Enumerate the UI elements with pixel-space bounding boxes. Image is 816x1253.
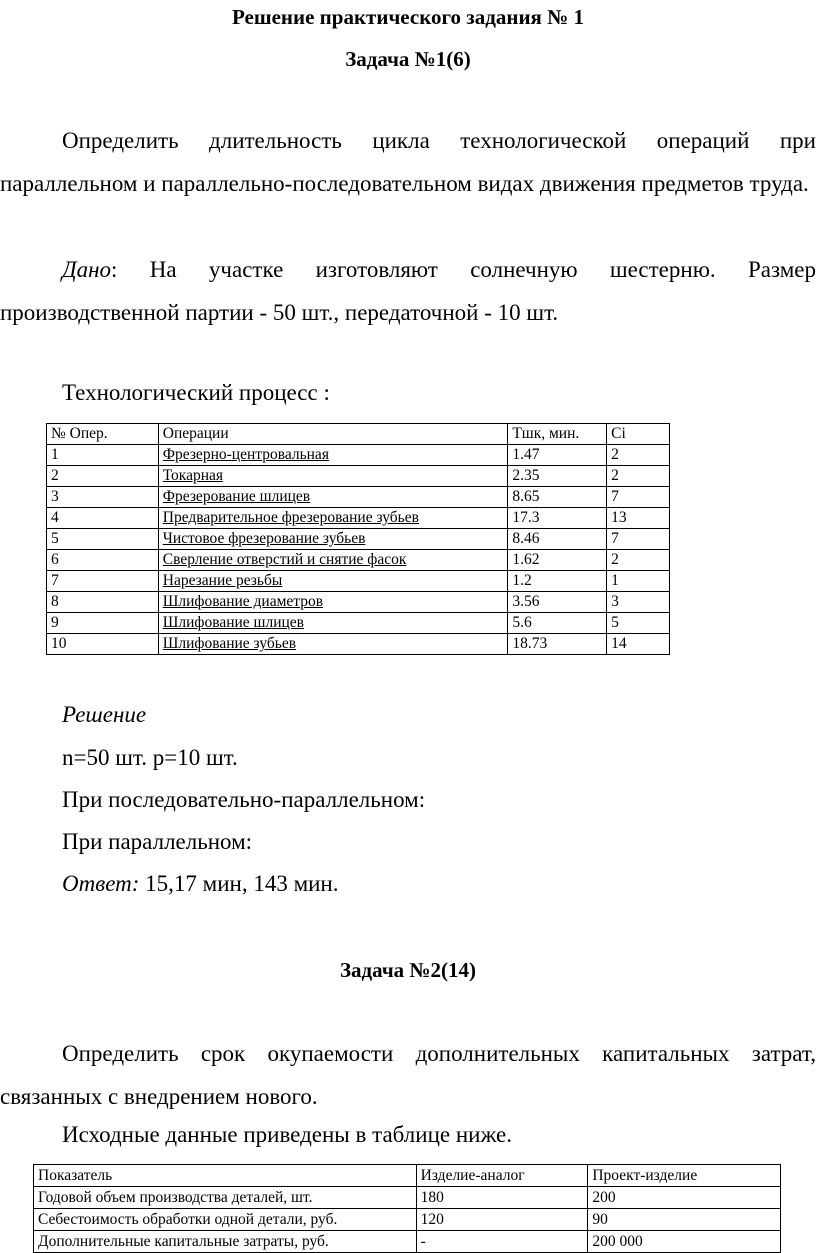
table-cell: 2.35 (508, 466, 607, 487)
solution-line: n=50 шт. p=10 шт. (62, 745, 238, 770)
table-cell: Токарная (158, 466, 508, 487)
table-cell: 13 (607, 508, 670, 529)
table-cell: Дополнительные капитальные затраты, руб. (34, 1231, 417, 1253)
table-cell: 1.62 (508, 550, 607, 571)
table-header-cell: Изделие-аналог (416, 1165, 588, 1187)
answer-line (62, 869, 338, 899)
table-cell: - (416, 1231, 588, 1253)
table-cell: 8 (47, 592, 159, 613)
table-cell: 4 (47, 508, 159, 529)
table-cell: 7 (607, 529, 670, 550)
table-row (47, 487, 670, 508)
page-title: Решение практического задания № 1 (231, 5, 585, 29)
table-cell: 2 (47, 466, 159, 487)
table-cell: 200 (588, 1187, 781, 1209)
task1-heading: Задача №1(6) (345, 47, 471, 71)
table-cell: 14 (607, 634, 670, 655)
table-header-row (34, 1165, 781, 1187)
table-header-cell: Ci (607, 424, 670, 445)
table-cell: 2 (607, 466, 670, 487)
table-row (47, 592, 670, 613)
operations-table-body (47, 424, 670, 655)
table-cell: Сверление отверстий и снятие фасок (158, 550, 508, 571)
table-cell: 2 (607, 445, 670, 466)
table-cell: 3.56 (508, 592, 607, 613)
table-row (47, 613, 670, 634)
table-cell: 3 (607, 592, 670, 613)
table-row (34, 1231, 781, 1253)
table-cell: 10 (47, 634, 159, 655)
table-cell: Фрезерование шлицев (158, 487, 508, 508)
table-cell: Шлифование зубьев (158, 634, 508, 655)
table-row (34, 1187, 781, 1209)
table-cell: 5.6 (508, 613, 607, 634)
table-cell: 8.65 (508, 487, 607, 508)
table-cell: 5 (607, 613, 670, 634)
table-row (47, 445, 670, 466)
table-cell: 1 (47, 445, 159, 466)
task1-statement: Определить длительность цикла технологической операций при параллельном и параллельно-последовательном видах движения предметов труда. (0, 128, 816, 196)
table-cell: 3 (47, 487, 159, 508)
task2-statement: Определить срок окупаемости дополнительных капитальных затрат, связанных с внедрением нового. (0, 1041, 816, 1109)
table-cell: Шлифование шлицев (158, 613, 508, 634)
indicators-table-body (34, 1165, 781, 1253)
table-row (47, 529, 670, 550)
operations-table (46, 423, 670, 655)
task2-heading: Задача №2(14) (339, 958, 477, 982)
table-row (47, 508, 670, 529)
table-cell: Шлифование диаметров (158, 592, 508, 613)
table-header-cell: Показатель (34, 1165, 417, 1187)
table-cell: 1 (607, 571, 670, 592)
table-header-cell: № Опер. (47, 424, 159, 445)
table-cell: 1.47 (508, 445, 607, 466)
table-row (47, 466, 670, 487)
table-cell: 2 (607, 550, 670, 571)
table-header-cell: Операции (158, 424, 508, 445)
table-cell: Фрезерно-центровальная (158, 445, 508, 466)
table-row (47, 550, 670, 571)
given-text: : На участке изготовляют солнечную шестерню. Размер производственной партии - 50 шт., передаточной - 10 шт. (0, 257, 816, 325)
table-cell: Годовой объем производства деталей, шт. (34, 1187, 417, 1209)
table-cell: 5 (47, 529, 159, 550)
solution-line: При параллельном: (62, 829, 253, 854)
given-label: Дано (62, 257, 112, 282)
answer-label: Ответ: (62, 871, 140, 896)
table-cell: Нарезание резьбы (158, 571, 508, 592)
solution-label: Решение (62, 702, 147, 727)
table-header-cell: Проект-изделие (588, 1165, 781, 1187)
process-label: Технологический процесс : (62, 380, 330, 405)
table-header-row (47, 424, 670, 445)
solution-line: При последовательно-параллельном: (62, 787, 426, 812)
table-cell: 180 (416, 1187, 588, 1209)
table-row (34, 1209, 781, 1231)
table-cell: 200 000 (588, 1231, 781, 1253)
table-row (47, 634, 670, 655)
table-cell: 8.46 (508, 529, 607, 550)
table-header-cell: Тшк, мин. (508, 424, 607, 445)
table-cell: Предварительное фрезерование зубьев (158, 508, 508, 529)
table-cell: 17.3 (508, 508, 607, 529)
table-cell: 9 (47, 613, 159, 634)
answer-text: 15,17 мин, 143 мин. (139, 871, 339, 896)
table-cell: 90 (588, 1209, 781, 1231)
task1-given (0, 248, 816, 334)
table-cell: 6 (47, 550, 159, 571)
table-cell: 1.2 (508, 571, 607, 592)
table-cell: 120 (416, 1209, 588, 1231)
table-row (47, 571, 670, 592)
indicators-table (33, 1164, 781, 1253)
table-cell: Чистовое фрезерование зубьев (158, 529, 508, 550)
table-cell: 18.73 (508, 634, 607, 655)
source-line: Исходные данные приведены в таблице ниже. (62, 1122, 513, 1147)
table-cell: 7 (607, 487, 670, 508)
table-cell: 7 (47, 571, 159, 592)
table-cell: Себестоимость обработки одной детали, руб. (34, 1209, 417, 1231)
